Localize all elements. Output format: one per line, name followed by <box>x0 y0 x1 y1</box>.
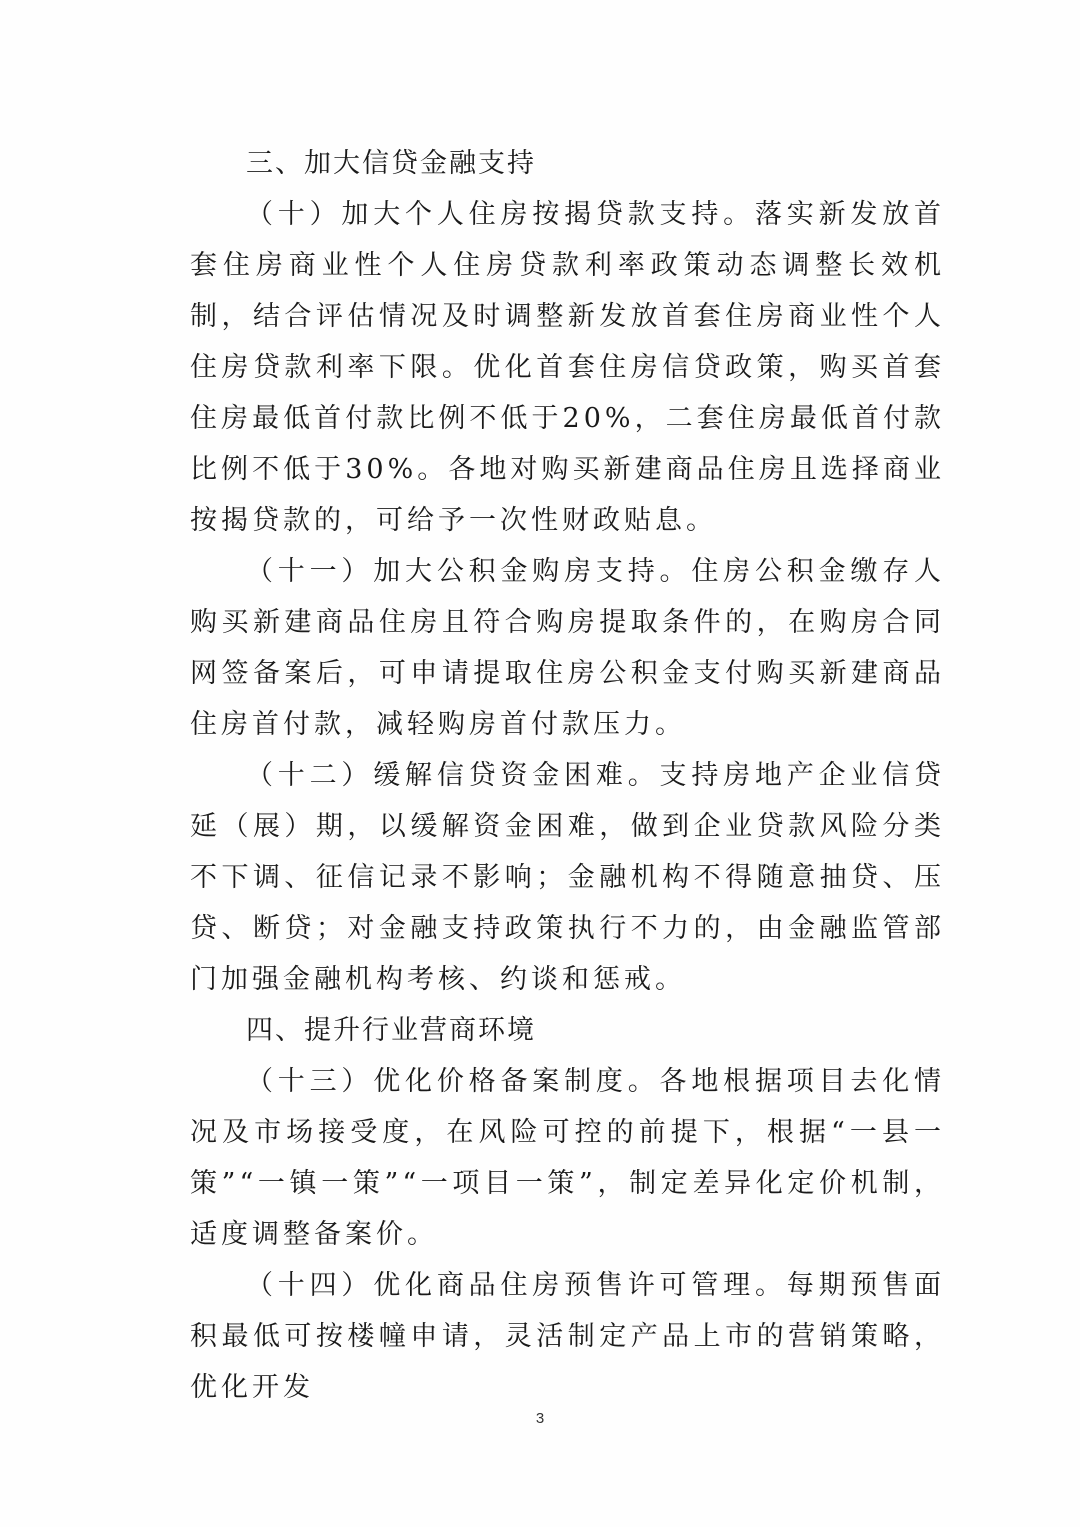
paragraph-14-presale-permit: （十四）优化商品住房预售许可管理。每期预售面积最低可按楼幢申请，灵活制定产品上市的营销策略，优化开发 <box>190 1270 945 1403</box>
paragraph-13-price-filing: （十三）优化价格备案制度。各地根据项目去化情况及市场接受度，在风险可控的前提下，根据“一县一策”“一镇一策”“一项目一策”，制定差异化定价机制，适度调整备案价。 <box>190 1066 945 1250</box>
page-number: 3 <box>535 1410 545 1427</box>
paragraph-12-credit-funding: （十二）缓解信贷资金困难。支持房地产企业信贷延（展）期，以缓解资金困难，做到企业贷款风险分类不下调、征信记录不影响；金融机构不得随意抽贷、压贷、断贷；对金融支持政策执行不力的，由金融监管部门加强金融机构考核、约谈和惩戒。 <box>190 760 945 995</box>
section-heading-credit-finance: 三、加大信贷金融支持 <box>246 148 536 179</box>
section-heading-business-environment: 四、提升行业营商环境 <box>246 1015 536 1046</box>
paragraph-11-provident-fund: （十一）加大公积金购房支持。住房公积金缴存人购买新建商品住房且符合购房提取条件的，在购房合同网签备案后，可申请提取住房公积金支付购买新建商品住房首付款，减轻购房首付款压力。 <box>190 556 945 740</box>
paragraph-10-mortgage-support: （十）加大个人住房按揭贷款支持。落实新发放首套住房商业性个人住房贷款利率政策动态调整长效机制，结合评估情况及时调整新发放首套住房商业性个人住房贷款利率下限。优化首套住房信贷政策，购买首套住房最低首付款比例不低于20%，二套住房最低首付款比例不低于30%。各地对购买新建商品住房且选择商业按揭贷款的，可给予一次性财政贴息。 <box>190 199 945 536</box>
document-body <box>190 138 945 1413</box>
